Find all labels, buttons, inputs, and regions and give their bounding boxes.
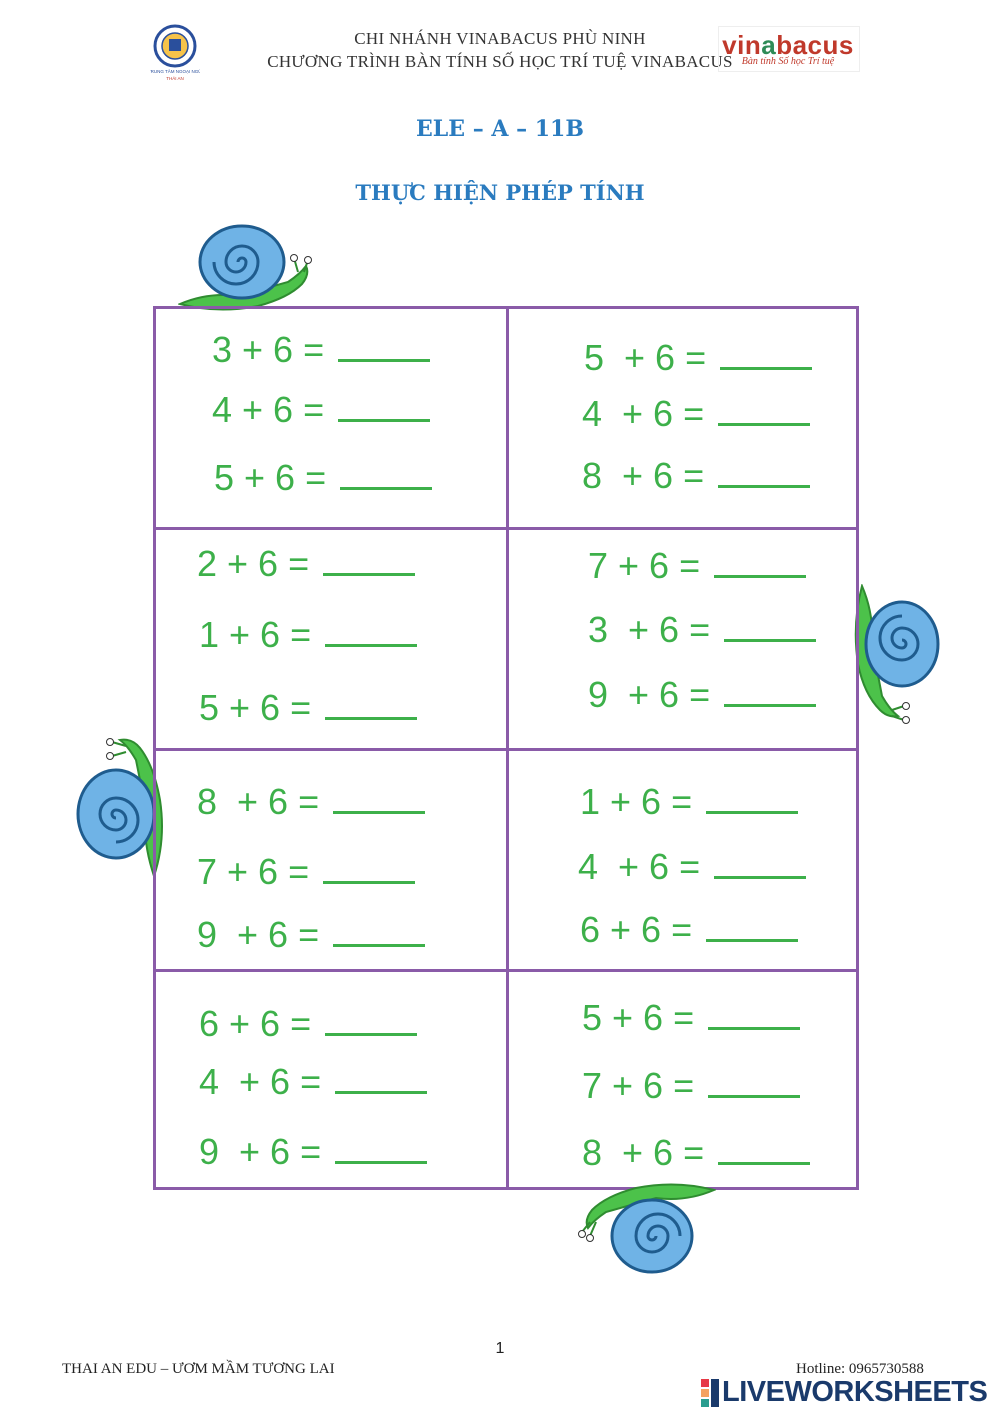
equation-text: 5 + 6 = [214, 457, 327, 498]
equation [588, 675, 816, 715]
equation [197, 852, 415, 892]
equation [197, 782, 425, 822]
header-line-1: CHI NHÁNH VINABACUS PHÙ NINH [354, 29, 646, 48]
vinabacus-tagline: Bàn tính Số học Trí tuệ [741, 56, 835, 67]
equation-text: 5 + 6 = [584, 337, 707, 378]
answer-blank[interactable] [323, 573, 415, 576]
equation [199, 1132, 427, 1172]
answer-blank[interactable] [706, 811, 798, 814]
equation [212, 330, 430, 370]
worksheet-code: ELE – A – 11B [416, 116, 584, 142]
snail-top-decoration [178, 222, 318, 314]
equation-text: 7 + 6 = [582, 1065, 695, 1106]
answer-blank[interactable] [325, 717, 417, 720]
equation [582, 1066, 800, 1106]
liveworksheets-brand[interactable]: LIVEWORKSHEETS [722, 1376, 988, 1408]
equation [580, 910, 798, 950]
equation [199, 1062, 427, 1102]
equation [582, 456, 810, 496]
exercise-grid [153, 306, 859, 1190]
equation-text: 8 + 6 = [582, 455, 705, 496]
equation [582, 998, 800, 1038]
answer-blank[interactable] [720, 367, 812, 370]
equation [197, 544, 415, 584]
footer-hotline: Hotline: 0965730588 [796, 1361, 924, 1377]
grid-row-divider [156, 527, 856, 530]
equation [199, 615, 417, 655]
equation [582, 394, 810, 434]
equation [588, 546, 806, 586]
equation-text: 8 + 6 = [197, 781, 320, 822]
vinabacus-word-post: bacus [776, 30, 854, 60]
equation-text: 4 + 6 = [199, 1061, 322, 1102]
answer-blank[interactable] [338, 419, 430, 422]
answer-blank[interactable] [706, 939, 798, 942]
equation-text: 7 + 6 = [197, 851, 310, 892]
grid-row-divider [156, 969, 856, 972]
equation-text: 3 + 6 = [588, 609, 711, 650]
equation-text: 4 + 6 = [582, 393, 705, 434]
equation-text: 4 + 6 = [578, 846, 701, 887]
answer-blank[interactable] [325, 644, 417, 647]
answer-blank[interactable] [340, 487, 432, 490]
equation-text: 9 + 6 = [199, 1131, 322, 1172]
equation-text: 9 + 6 = [588, 674, 711, 715]
footer-left: THAI AN EDU – ƯƠM MẦM TƯƠNG LAI [62, 1361, 335, 1377]
snail-right-decoration [852, 584, 944, 730]
answer-blank[interactable] [335, 1091, 427, 1094]
equation-text: 5 + 6 = [199, 687, 312, 728]
answer-blank[interactable] [724, 704, 816, 707]
liveworksheets-logo-icon [700, 1378, 722, 1410]
equation-text: 4 + 6 = [212, 389, 325, 430]
equation [212, 390, 430, 430]
equation-text: 6 + 6 = [580, 909, 693, 950]
answer-blank[interactable] [718, 423, 810, 426]
header-line-2: CHƯƠNG TRÌNH BÀN TÍNH SỐ HỌC TRÍ TUỆ VINABACUS [267, 52, 733, 71]
answer-blank[interactable] [724, 639, 816, 642]
equation [578, 847, 806, 887]
equation [584, 338, 812, 378]
answer-blank[interactable] [718, 1162, 810, 1165]
equation-text: 7 + 6 = [588, 545, 701, 586]
page-number: 1 [495, 1340, 505, 1357]
equation-text: 9 + 6 = [197, 914, 320, 955]
equation [588, 610, 816, 650]
vinabacus-word-a: a [761, 30, 777, 60]
answer-blank[interactable] [708, 1027, 800, 1030]
answer-blank[interactable] [333, 944, 425, 947]
answer-blank[interactable] [714, 575, 806, 578]
answer-blank[interactable] [333, 811, 425, 814]
vinabacus-word-pre: vin [722, 30, 762, 60]
equation [582, 1133, 810, 1173]
answer-blank[interactable] [718, 485, 810, 488]
equation-text: 8 + 6 = [582, 1132, 705, 1173]
left-logo-caption-2: THÁI AN [166, 76, 184, 81]
vinabacus-logo [718, 26, 858, 72]
equation-text: 3 + 6 = [212, 329, 325, 370]
grid-row-divider [156, 748, 856, 751]
left-logo-caption-1: TRUNG TÂM NGOẠI NGỮ [150, 69, 200, 74]
equation [214, 458, 432, 498]
answer-blank[interactable] [335, 1161, 427, 1164]
equation-text: 6 + 6 = [199, 1003, 312, 1044]
equation-text: 1 + 6 = [580, 781, 693, 822]
equation [580, 782, 798, 822]
equation-text: 1 + 6 = [199, 614, 312, 655]
answer-blank[interactable] [338, 359, 430, 362]
answer-blank[interactable] [323, 881, 415, 884]
answer-blank[interactable] [708, 1095, 800, 1098]
equation-text: 5 + 6 = [582, 997, 695, 1038]
worksheet-instruction: THỰC HIỆN PHÉP TÍNH [355, 180, 645, 205]
equation [199, 1004, 417, 1044]
answer-blank[interactable] [325, 1033, 417, 1036]
equation [197, 915, 425, 955]
snail-bottom-decoration [576, 1182, 716, 1278]
equation [199, 688, 417, 728]
equation-text: 2 + 6 = [197, 543, 310, 584]
answer-blank[interactable] [714, 876, 806, 879]
